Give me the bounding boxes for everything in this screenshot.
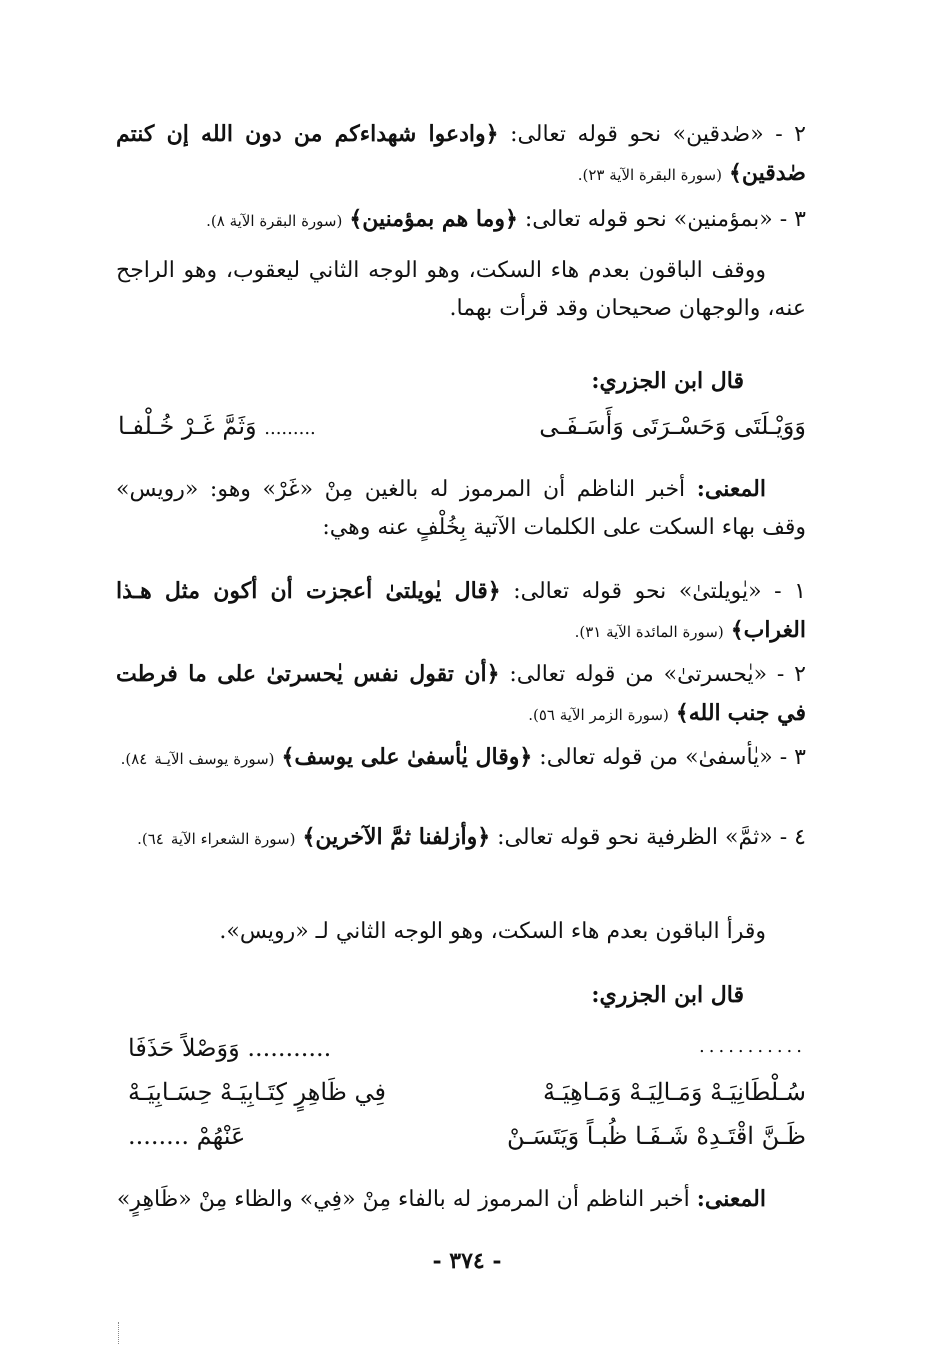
ayah-text: الغراب﴾ xyxy=(730,617,806,643)
item-word: «بمؤمنين» xyxy=(673,207,773,232)
meaning-paragraph xyxy=(116,470,806,547)
surah-reference: (سورة المائدة الآية ٣١). xyxy=(574,623,724,641)
item-word: «ثمَّ» xyxy=(725,825,773,850)
item-number: ٣ - xyxy=(779,745,806,770)
paragraph: وقرأ الباقون بعدم هاء السكت، وهو الوجه الثاني لـ «رويس». xyxy=(219,919,766,944)
item-intro: نحو قوله تعالى: xyxy=(513,579,667,604)
item-intro: الظرفية نحو قوله تعالى: xyxy=(497,825,719,850)
surah-reference: ٨٤). xyxy=(120,750,148,768)
verse-right-hemistich: وَوَيْـلَتَى وَحَسْـرَتَى وَأَسَـفَـى xyxy=(539,412,806,440)
item-word: «يٰحسرتىٰ» xyxy=(663,662,768,687)
ayah-text: ﴿أن تقول نفس يٰحسرتىٰ على ما فرطت في جنب xyxy=(116,661,806,726)
list-item-4 xyxy=(116,818,806,858)
verse-right-hemistich: سُـلْطَانِيَـهْ وَمَـالِيَـهْ وَمَـاهِيَـهْ xyxy=(543,1078,806,1106)
item-number: ٤ - xyxy=(779,825,806,850)
surah-reference: (سورة البقرة الآية ٢٣). xyxy=(577,166,722,184)
item-word: «يٰأسفىٰ» xyxy=(685,745,773,770)
list-item-3 xyxy=(116,200,806,240)
section-heading: قال ابن الجزري: xyxy=(591,368,744,394)
ayah-text: ﴿وادعوا شهداءكم من دون الله إن كنتم xyxy=(116,121,499,147)
item-intro: نحو قوله تعالى: xyxy=(524,207,667,232)
list-item-1 xyxy=(116,572,806,651)
meaning-text: أخبر الناظم أن المرموز له بالفاء مِنْ «فِي» والظاء مِنْ «ظَاهِرٍ» xyxy=(116,1187,690,1212)
verse-left-hemistich xyxy=(118,412,316,440)
item-number: ٢ - xyxy=(775,122,806,147)
surah-reference: (سورة الزمر الآية ٥٦). xyxy=(528,706,669,724)
list-item-3b xyxy=(116,738,806,778)
ayah-text: صٰدقين﴾ xyxy=(728,160,806,186)
margin-mark xyxy=(118,1322,120,1344)
item-word: «صٰدقين» xyxy=(672,122,764,147)
item-number: ٣ - xyxy=(779,207,806,232)
ayah-text: ﴿قال يٰويلتىٰ أعجزت أن أكون مثل هـذا xyxy=(116,578,501,604)
item-intro: من قوله تعالى: xyxy=(539,745,679,770)
surah-reference: (سورة يوسف الآيـة xyxy=(154,750,275,768)
list-item-2b xyxy=(116,655,806,734)
section-heading: قال ابن الجزري: xyxy=(591,982,744,1008)
ayah-text: ﴿وقال يٰأسفىٰ على يوسف﴾ xyxy=(281,744,533,770)
item-number: ١ - xyxy=(774,579,806,604)
item-word: «يٰويلتىٰ» xyxy=(678,579,762,604)
verse-left-hemistich: ........... وَوَصْلاً حَذَفَا xyxy=(128,1034,332,1062)
ayah-text: الله﴾ xyxy=(675,700,721,726)
list-item-2 xyxy=(116,115,806,194)
verse-text: وَثَمَّ غَـرْ خُـلْفـا xyxy=(118,412,257,440)
item-number: ٢ - xyxy=(776,662,806,687)
surah-reference: (سورة الشعراء الآية xyxy=(170,830,296,848)
item-intro: من قوله تعالى: xyxy=(509,662,654,687)
verse-left-hemistich: فِي ظَاهِرٍ كِتَـابِيَـهْ حِسَـابِيَـهْ xyxy=(128,1078,386,1106)
verse-right-hemistich: ........... xyxy=(699,1036,806,1057)
surah-reference: (سورة البقرة الآية ٨). xyxy=(206,212,343,230)
item-intro: نحو قوله تعالى: xyxy=(510,122,662,147)
surah-reference: ٦٤). xyxy=(137,830,164,848)
meaning-label: المعنى: xyxy=(696,476,766,502)
meaning-label: المعنى: xyxy=(696,1186,766,1212)
page-number: - ٣٧٤ - xyxy=(432,1248,502,1274)
meaning-text: أخبر الناظم أن المرموز له بالغين مِنْ «غَرْ» وهو: «رويس» وقف بهاء السكت على الكلمات الآتية بِخُلْفٍ عنه وهي: xyxy=(116,477,806,540)
paragraph: ووقف الباقون بعدم هاء السكت، وهو الوجه الثاني ليعقوب، وهو الراجح عنه، والوجهان صحيحان وقد قرأت بهما. xyxy=(116,258,806,321)
ellipsis: ......... xyxy=(264,418,316,439)
ayah-text: ﴿وأزلفنا ثمَّ الآخرين﴾ xyxy=(302,824,491,850)
ayah-text: ﴿وما هم بمؤمنين﴾ xyxy=(349,206,518,232)
verse-left-hemistich: عَنْهُمْ ........ xyxy=(128,1122,246,1150)
meaning-paragraph xyxy=(116,1180,806,1219)
verse-right-hemistich: ظَـنَّ اقْتَـدِهْ شَـفَـا ظُبـاً وَيَتَسَـنْ xyxy=(506,1122,806,1150)
